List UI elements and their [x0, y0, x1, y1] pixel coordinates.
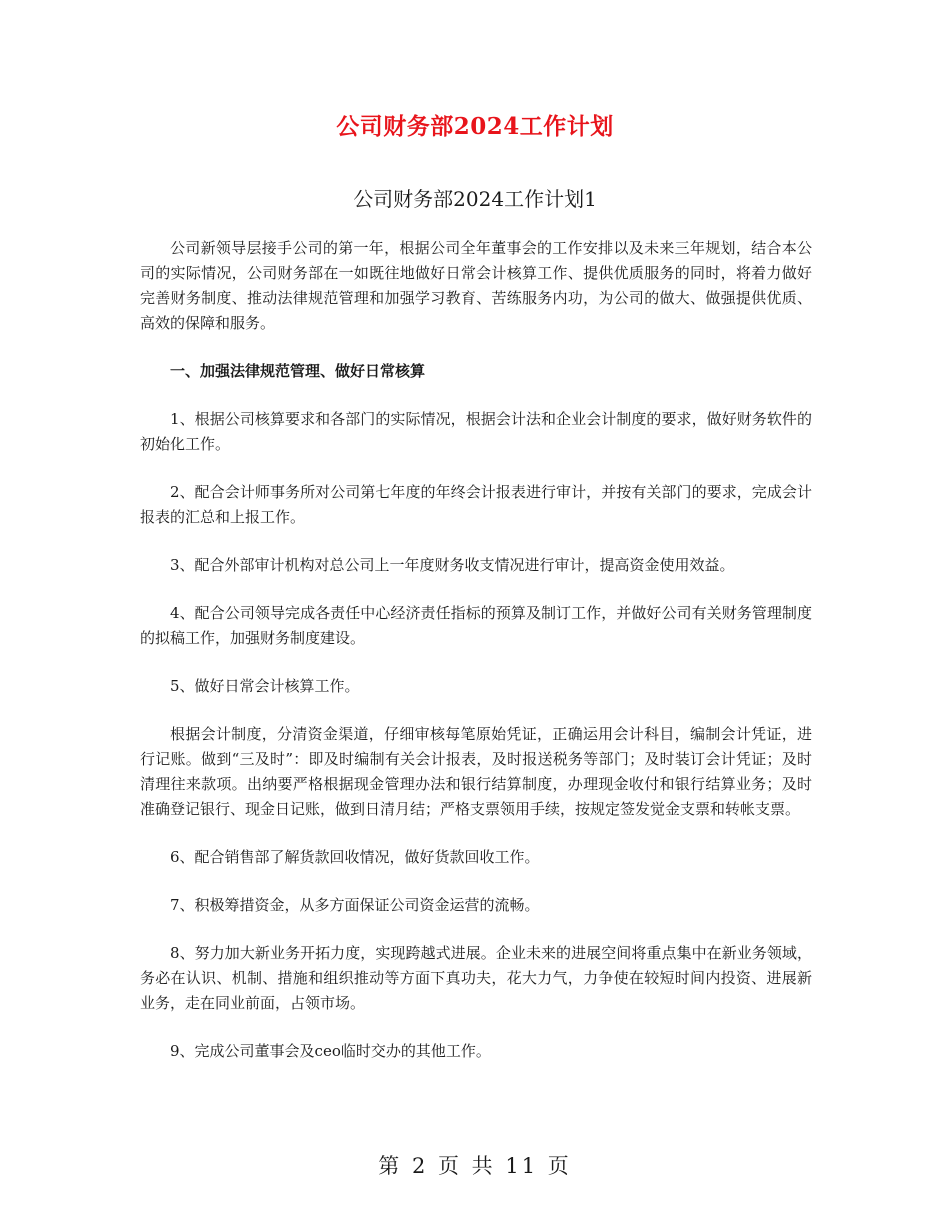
- paragraph: 公司新领导层接手公司的第一年，根据公司全年董事会的工作安排以及未来三年规划，结合本公司的实际情况，公司财务部在一如既往地做好日常会计核算工作、提供优质服务的同时，将着力做好完善财务制度、推动法律规范管理和加强学习教育、苦练服务内功，为公司的做大、做强提供优质、高效的保障和服务。: [140, 239, 812, 332]
- section-title: 公司财务部2024工作计划1: [353, 187, 597, 211]
- list-item: 7、积极筹措资金，从多方面保证公司资金运营的流畅。: [170, 896, 540, 914]
- list-item: 9、完成公司董事会及ceo临时交办的其他工作。: [170, 1042, 491, 1060]
- paragraph: 根据会计制度，分清资金渠道，仔细审核每笔原始凭证，正确运用会计科目，编制会计凭证，进行记账。做到“三及时”：即及时编制有关会计报表，及时报送税务等部门；及时装订会计凭证；及时清理往来款项。出纳要严格根据现金管理办法和银行结算制度，办理现金收付和银行结算业务；及时准确登记银行、现金日记账，做到日清月结；严格支票领用手续，按规定签发觉金支票和转帐支票。: [140, 725, 812, 818]
- list-item: 2、配合会计师事务所对公司第七年度的年终会计报表进行审计，并按有关部门的要求，完成会计报表的汇总和上报工作。: [140, 483, 812, 526]
- document-body: [140, 236, 812, 1087]
- list-item: 1、根据公司核算要求和各部门的实际情况，根据会计法和企业会计制度的要求，做好财务软件的初始化工作。: [140, 410, 812, 453]
- section-heading: 一、加强法律规范管理、做好日常核算: [170, 362, 426, 380]
- page-number: 第 2 页 共 11 页: [378, 1154, 572, 1178]
- list-item: 8、努力加大新业务开拓力度，实现跨越式进展。企业未来的进展空间将重点集中在新业务领域，务必在认识、机制、措施和组织推动等方面下真功夫，花大力气，力争使在较短时间内投资、进展新业务，走在同业前面，占领市场。: [140, 944, 812, 1012]
- list-item: 6、配合销售部了解货款回收情况，做好货款回收工作。: [170, 848, 540, 866]
- list-item: 4、配合公司领导完成各责任中心经济责任指标的预算及制订工作，并做好公司有关财务管理制度的拟稿工作，加强财务制度建设。: [140, 604, 812, 647]
- list-item: 3、配合外部审计机构对总公司上一年度财务收支情况进行审计，提高资金使用效益。: [170, 556, 735, 574]
- document-title: 公司财务部2024工作计划: [336, 113, 614, 140]
- list-item: 5、做好日常会计核算工作。: [170, 677, 360, 695]
